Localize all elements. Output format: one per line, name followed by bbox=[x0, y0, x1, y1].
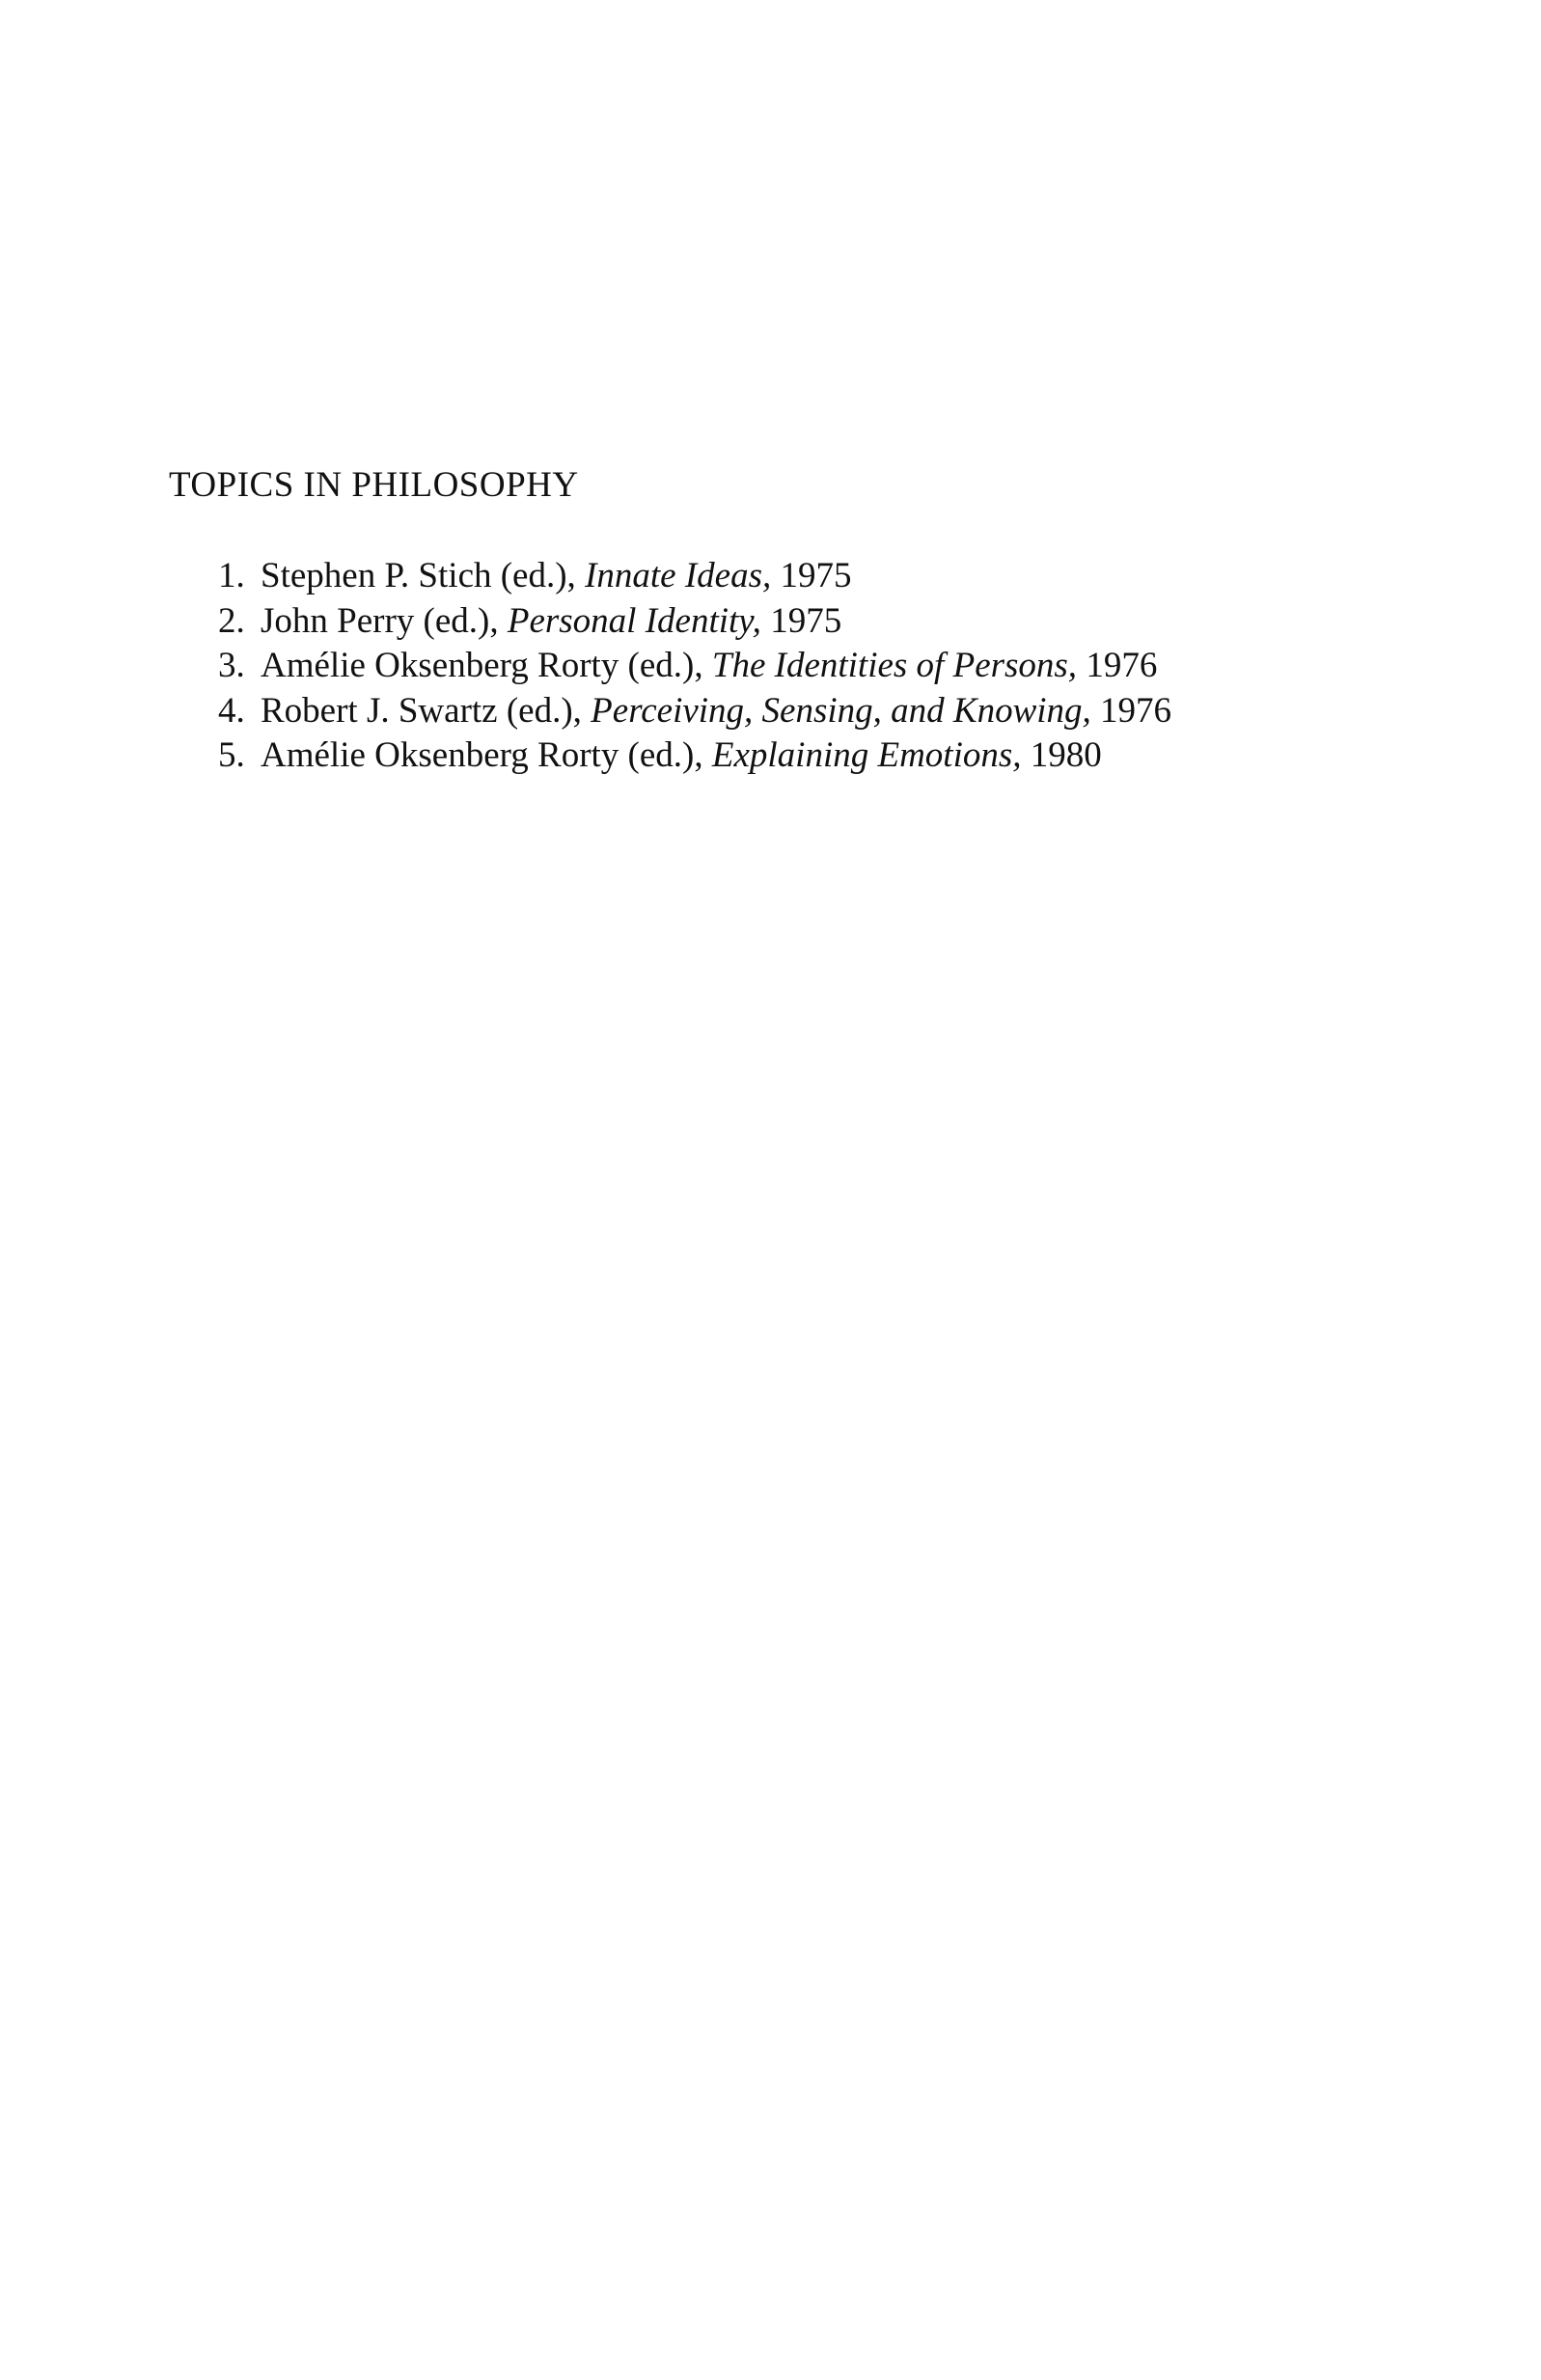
list-item bbox=[218, 554, 1171, 599]
entry-editor: Amélie Oksenberg Rorty (ed.), bbox=[261, 735, 703, 775]
entry-number: 4. bbox=[218, 690, 245, 731]
entry-title: Personal Identity, bbox=[507, 600, 761, 641]
list-item bbox=[218, 644, 1171, 689]
entry-editor: Amélie Oksenberg Rorty (ed.), bbox=[261, 646, 703, 685]
entry-editor: Stephen P. Stich (ed.), bbox=[261, 556, 576, 595]
entry-number: 5. bbox=[218, 735, 245, 775]
entry-number: 3. bbox=[218, 646, 245, 685]
entry-title: Innate Ideas, bbox=[585, 556, 772, 595]
entry-number: 1. bbox=[218, 556, 245, 595]
entry-title: Explaining Emotions, bbox=[711, 735, 1022, 775]
entry-year: 1976 bbox=[1086, 646, 1158, 685]
entry-year: 1976 bbox=[1100, 690, 1172, 731]
series-list bbox=[218, 554, 1171, 779]
entry-year: 1975 bbox=[780, 556, 852, 595]
list-item bbox=[218, 733, 1171, 779]
entry-year: 1975 bbox=[770, 600, 842, 641]
entry-editor: John Perry (ed.), bbox=[261, 600, 499, 641]
entry-editor: Robert J. Swartz (ed.), bbox=[261, 690, 582, 731]
entry-title: Perceiving, Sensing, and Knowing, bbox=[591, 690, 1091, 731]
list-item bbox=[218, 689, 1171, 734]
entry-number: 2. bbox=[218, 600, 245, 641]
entry-title: The Identities of Persons, bbox=[711, 646, 1078, 685]
series-heading: TOPICS IN PHILOSOPHY bbox=[169, 465, 579, 505]
list-item bbox=[218, 599, 1171, 645]
entry-year: 1980 bbox=[1030, 735, 1102, 775]
